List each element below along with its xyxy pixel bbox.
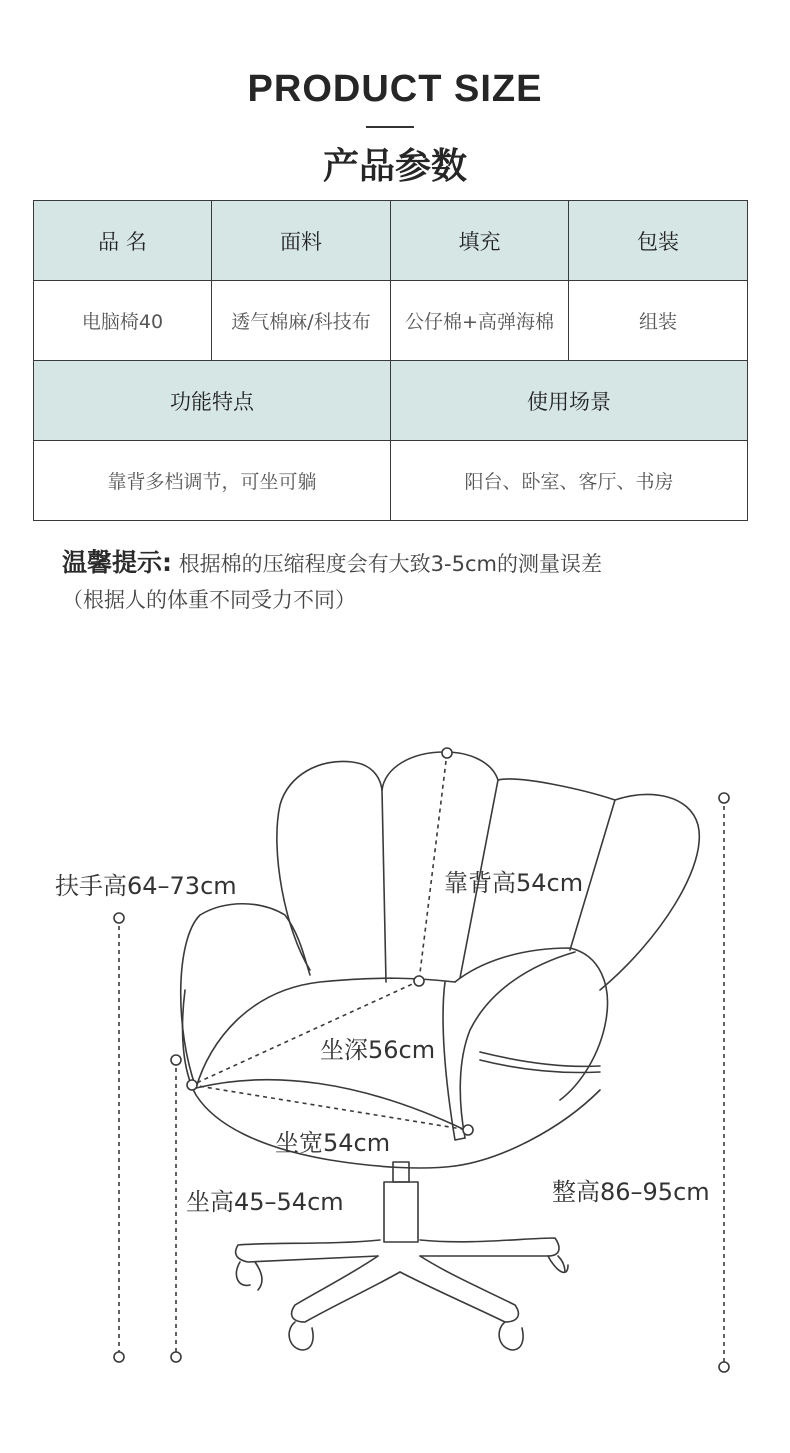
seat-corner-point	[187, 1080, 197, 1090]
value-cell-packaging: 组装	[569, 281, 748, 361]
label-backrest-height: 靠背高54cm	[444, 869, 584, 897]
seat-right-point	[463, 1125, 473, 1135]
seat-height-bottom-point	[171, 1352, 181, 1362]
seat-height-top-point	[171, 1055, 181, 1065]
label-seat-depth: 坐深56cm	[320, 1036, 436, 1064]
armrest-bottom-point	[114, 1352, 124, 1362]
spec-value-row	[34, 281, 748, 361]
header-cell-features: 功能特点	[34, 361, 391, 441]
spec-header-row-2	[34, 361, 748, 441]
total-top-point	[719, 793, 729, 803]
label-armrest-height: 扶手高64–73cm	[55, 872, 237, 900]
gas-lift-body	[384, 1182, 418, 1242]
warm-tip	[62, 545, 602, 618]
back-petal-left	[277, 761, 386, 982]
caster-front-right	[499, 1322, 523, 1350]
tip-line-1: 根据棉的压缩程度会有大致3-5cm的测量误差	[178, 552, 602, 576]
label-seat-width: 坐宽54cm	[275, 1129, 391, 1157]
header-cell-filling: 填充	[391, 201, 569, 281]
title-divider	[366, 126, 414, 128]
chair-outline	[181, 752, 700, 1350]
spec-value-row-2	[34, 441, 748, 521]
armrest-top-point	[114, 913, 124, 923]
armrest-left	[181, 904, 310, 1088]
total-bottom-point	[719, 1362, 729, 1372]
gas-lift-top	[393, 1162, 409, 1182]
label-seat-height: 坐高45–54cm	[186, 1188, 344, 1216]
backrest-height-line	[419, 753, 447, 981]
label-total-height: 整高86–95cm	[552, 1178, 710, 1206]
caster-front-left	[289, 1322, 313, 1350]
caster-right	[548, 1256, 568, 1272]
base-leg-front-right	[400, 1256, 518, 1322]
armrest-right-inner	[460, 952, 575, 1138]
spec-header-row	[34, 201, 748, 281]
title-chinese: 产品参数	[322, 146, 467, 187]
value-cell-name: 电脑椅40	[34, 281, 212, 361]
base-leg-right	[420, 1238, 559, 1256]
title-english: PRODUCT SIZE	[247, 68, 543, 110]
header-cell-packaging: 包装	[569, 201, 748, 281]
backrest-top-point	[442, 748, 452, 758]
seat-base-right	[455, 1090, 600, 1166]
backrest-bottom-point	[414, 976, 424, 986]
value-cell-filling: 公仔棉+高弹海棉	[391, 281, 569, 361]
header-cell-scenes: 使用场景	[391, 361, 748, 441]
value-cell-scenes: 阳台、卧室、客厅、书房	[391, 441, 748, 521]
spec-table	[33, 200, 748, 521]
value-cell-features: 靠背多档调节，可坐可躺	[34, 441, 391, 521]
armrest-right	[455, 948, 608, 1100]
header-cell-name: 品 名	[34, 201, 212, 281]
value-cell-fabric: 透气棉麻/科技布	[212, 281, 391, 361]
tip-label: 温馨提示:	[62, 548, 172, 577]
caster-left	[236, 1262, 262, 1290]
tip-line-2: （根据人的体重不同受力不同）	[62, 588, 356, 612]
header-cell-fabric: 面料	[212, 201, 391, 281]
base-leg-front-left	[292, 1256, 400, 1322]
base-leg-left	[236, 1240, 380, 1262]
